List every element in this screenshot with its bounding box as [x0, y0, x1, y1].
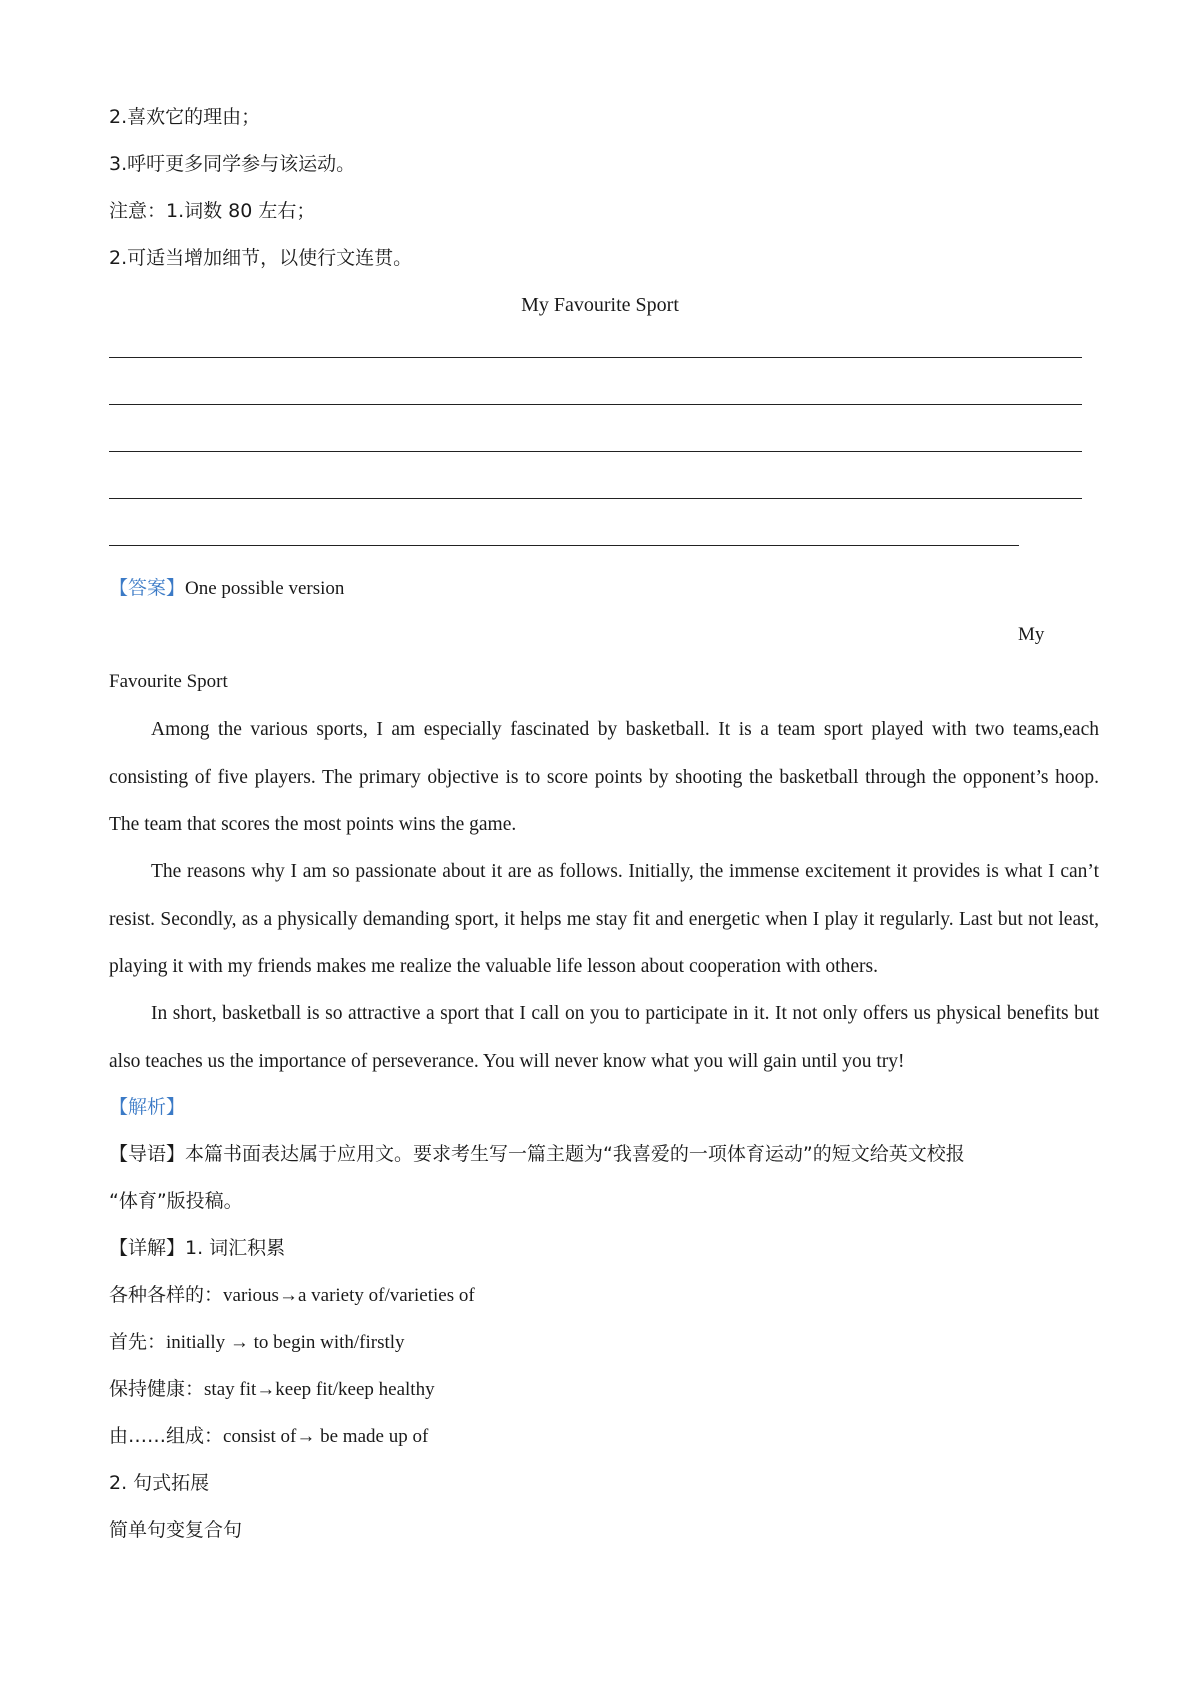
answer-header	[109, 575, 344, 602]
section-2-subheading: 简单句变复合句	[109, 1519, 243, 1541]
vocab-en: various→a variety of/varieties of	[223, 1285, 475, 1306]
guide-line-1	[109, 1141, 965, 1168]
note-1: 1.词数 80 左右；	[166, 200, 316, 222]
note-line-1	[109, 198, 315, 225]
answer-intro: One possible version	[185, 578, 345, 599]
vocab-item	[109, 1329, 405, 1356]
answer-blank-line	[109, 357, 1082, 358]
note-label: 注意：	[109, 200, 167, 222]
guide-text-1: 本篇书面表达属于应用文。要求考生写一篇主题为“我喜爱的一项体育运动”的短文给英文校报	[185, 1143, 965, 1165]
detail-heading: 1. 词汇积累	[185, 1237, 286, 1259]
vocab-cn: 各种各样的：	[109, 1284, 224, 1306]
vocab-en: initially → to begin with/firstly	[166, 1332, 405, 1353]
detail-header	[109, 1235, 285, 1262]
vocab-en: consist of→ be made up of	[223, 1426, 429, 1447]
vocab-cn: 保持健康：	[109, 1378, 205, 1400]
answer-title-part1: My	[1018, 624, 1045, 645]
requirement-item-3: 3.呼吁更多同学参与该运动。	[109, 153, 356, 175]
answer-paragraph-2: The reasons why I am so passionate about it are as follows. Initially, the immense excitement it provides is what I can’t resist. Secondly, as a physically demanding sport, it helps me stay fit and energetic when I play it regularly. Last but not least, playing it with my friends makes me realize the valuable life lesson about cooperation with others.	[109, 861, 1099, 977]
answer-blank-line	[109, 498, 1082, 499]
analysis-tag: 【解析】	[109, 1096, 186, 1118]
essay-prompt-title: My Favourite Sport	[521, 294, 679, 316]
answer-blank-line	[109, 451, 1082, 452]
detail-tag: 【详解】	[109, 1237, 186, 1259]
answer-paragraph-1: Among the various sports, I am especially fascinated by basketball. It is a team sport played with two teams,each consisting of five players. The primary objective is to score points by shooting the basketball through the opponent’s hoop. The team that scores the most points wins the game.	[109, 719, 1099, 835]
answer-tag: 【答案】	[109, 577, 186, 599]
vocab-item	[109, 1282, 475, 1309]
vocab-item	[109, 1423, 428, 1450]
vocab-cn: 首先：	[109, 1331, 167, 1353]
section-2-heading: 2. 句式拓展	[109, 1472, 210, 1494]
answer-blank-line	[109, 545, 1019, 546]
note-line-2: 2.可适当增加细节，以使行文连贯。	[109, 247, 413, 269]
guide-line-2: “体育”版投稿。	[109, 1190, 243, 1212]
vocab-en: stay fit→keep fit/keep healthy	[204, 1379, 435, 1400]
vocab-item	[109, 1376, 435, 1403]
guide-tag: 【导语】	[109, 1143, 186, 1165]
answer-paragraph-3: In short, basketball is so attractive a sport that I call on you to participate in it. It not only offers us physical benefits but also teaches us the importance of perseverance. You will never know what you will gain until you try!	[109, 1003, 1099, 1072]
requirement-item-2: 2.喜欢它的理由；	[109, 106, 261, 128]
answer-blank-line	[109, 404, 1082, 405]
vocab-cn: 由……组成：	[109, 1425, 224, 1447]
answer-title-part2: Favourite Sport	[109, 671, 228, 692]
